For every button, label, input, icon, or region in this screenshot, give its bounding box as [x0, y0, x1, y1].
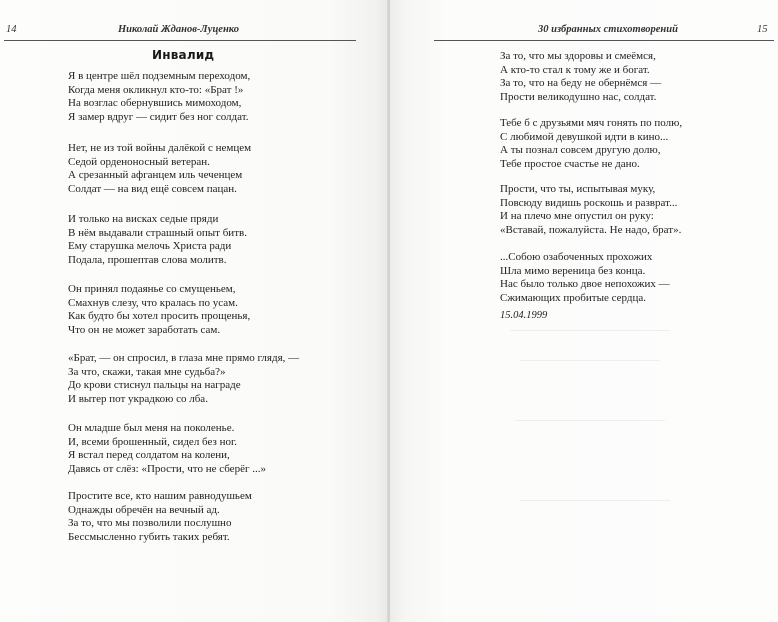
verse-line: Нас было только двое непохожих — [500, 278, 670, 291]
verse-line: И, всеми брошенный, сидел без ног. [68, 435, 238, 448]
verse-line: Он младше был меня на поколенье. [68, 422, 235, 434]
stanza-6 [68, 422, 266, 476]
verse-line: Как будто бы хотел просить прощенья, [68, 310, 251, 323]
stanza-2 [68, 142, 251, 196]
poem-date: 15.04.1999 [500, 310, 548, 321]
verse-line: За то, что мы позволили послушно [68, 517, 232, 530]
page-number-right: 15 [757, 24, 768, 35]
verse-line: Повсюду видишь роскошь и разврат... [500, 196, 678, 209]
verse-line: Прости великодушно нас, солдат. [500, 90, 657, 103]
bleed-through [520, 360, 660, 361]
verse-line: За то, что мы здоровы и смеёмся, [500, 50, 656, 62]
verse-line: Однажды обречён на вечный ад. [68, 503, 220, 516]
stanza-9 [500, 117, 682, 171]
verse-line: Давясь от слёз: «Прости, что не сберёг ...» [68, 462, 266, 475]
stanza-11 [500, 251, 670, 305]
verse-line: «Вставай, пожалуйста. Не надо, брат». [500, 223, 682, 236]
verse-line: Ему старушка мелочь Христа ради [68, 240, 232, 253]
verse-line: Тебе б с друзьями мяч гонять по полю, [500, 117, 683, 129]
stanza-10 [500, 183, 681, 237]
verse-line: И вытер пот украдкою со лба. [68, 392, 208, 405]
verse-line: А ты познал совсем другую долю, [500, 144, 661, 157]
stanza-7 [68, 490, 252, 544]
bleed-through [515, 420, 665, 421]
bleed-through [520, 500, 670, 501]
verse-line: С любимой девушкой идти в кино... [500, 130, 669, 143]
poem-title: Инвалид [152, 48, 215, 62]
verse-line: Прости, что ты, испытывая муку, [500, 183, 656, 195]
verse-line: За то, что на беду не обернёмся — [500, 77, 662, 90]
stanza-3 [68, 213, 247, 267]
stanza-5 [68, 352, 299, 406]
running-head-collection: 30 избранных стихотворений [538, 24, 678, 35]
verse-line: Подала, прошептав слова молитв. [68, 253, 227, 266]
stanza-1 [68, 70, 250, 124]
verse-line: Простите все, кто нашим равнодушьем [68, 490, 252, 502]
verse-line: Я встал перед солдатом на колени, [68, 449, 230, 462]
verse-line: Когда меня окликнул кто-то: «Брат !» [68, 83, 244, 96]
verse-line: Седой орденоносный ветеран. [68, 155, 210, 168]
stanza-4 [68, 283, 250, 337]
verse-line: На возглас обернувшись мимоходом, [68, 97, 242, 110]
verse-line: Я в центре шёл подземным переходом, [68, 70, 251, 82]
verse-line: Тебе простое счастье не дано. [500, 157, 640, 170]
verse-line: Солдат — на вид ещё совсем пацан. [68, 182, 237, 195]
left-page [0, 0, 388, 622]
verse-line: И на плечо мне опустил он руку: [500, 210, 654, 223]
verse-line: Что он не может заработать сам. [68, 323, 221, 336]
verse-line: За что, скажи, такая мне судьба?» [68, 365, 226, 378]
header-rule-right [434, 40, 774, 41]
header-rule-left [4, 40, 356, 41]
verse-line: Он принял подаянье со смущеньем, [68, 283, 236, 295]
verse-line: А кто-то стал к тому же и богат. [500, 63, 650, 76]
stanza-8 [500, 50, 661, 104]
running-head-author: Николай Жданов-Луценко [118, 24, 239, 35]
verse-line: Смахнув слезу, что кралась по усам. [68, 296, 238, 309]
verse-line: В нём выдавали страшный опыт битв. [68, 226, 247, 239]
verse-line: Бессмысленно губить таких ребят. [68, 530, 230, 543]
verse-line: А срезанный афганцем иль чеченцем [68, 169, 243, 182]
page-number-left: 14 [6, 24, 17, 35]
verse-line: И только на висках седые пряди [68, 213, 219, 225]
bleed-through [510, 330, 670, 331]
right-page [390, 0, 778, 622]
verse-line: Нет, не из той войны далёкой с немцем [68, 142, 252, 154]
verse-line: До крови стиснул пальцы на награде [68, 379, 241, 392]
verse-line: Шла мимо вереница без конца. [500, 264, 646, 277]
verse-line: «Брат, — он спросил, в глаза мне прямо глядя, — [68, 352, 300, 364]
verse-line: Сжимающих пробитые сердца. [500, 291, 646, 304]
verse-line: Я замер вдруг — сидит без ног солдат. [68, 110, 249, 123]
verse-line: ...Собою озабоченных прохожих [500, 251, 653, 263]
